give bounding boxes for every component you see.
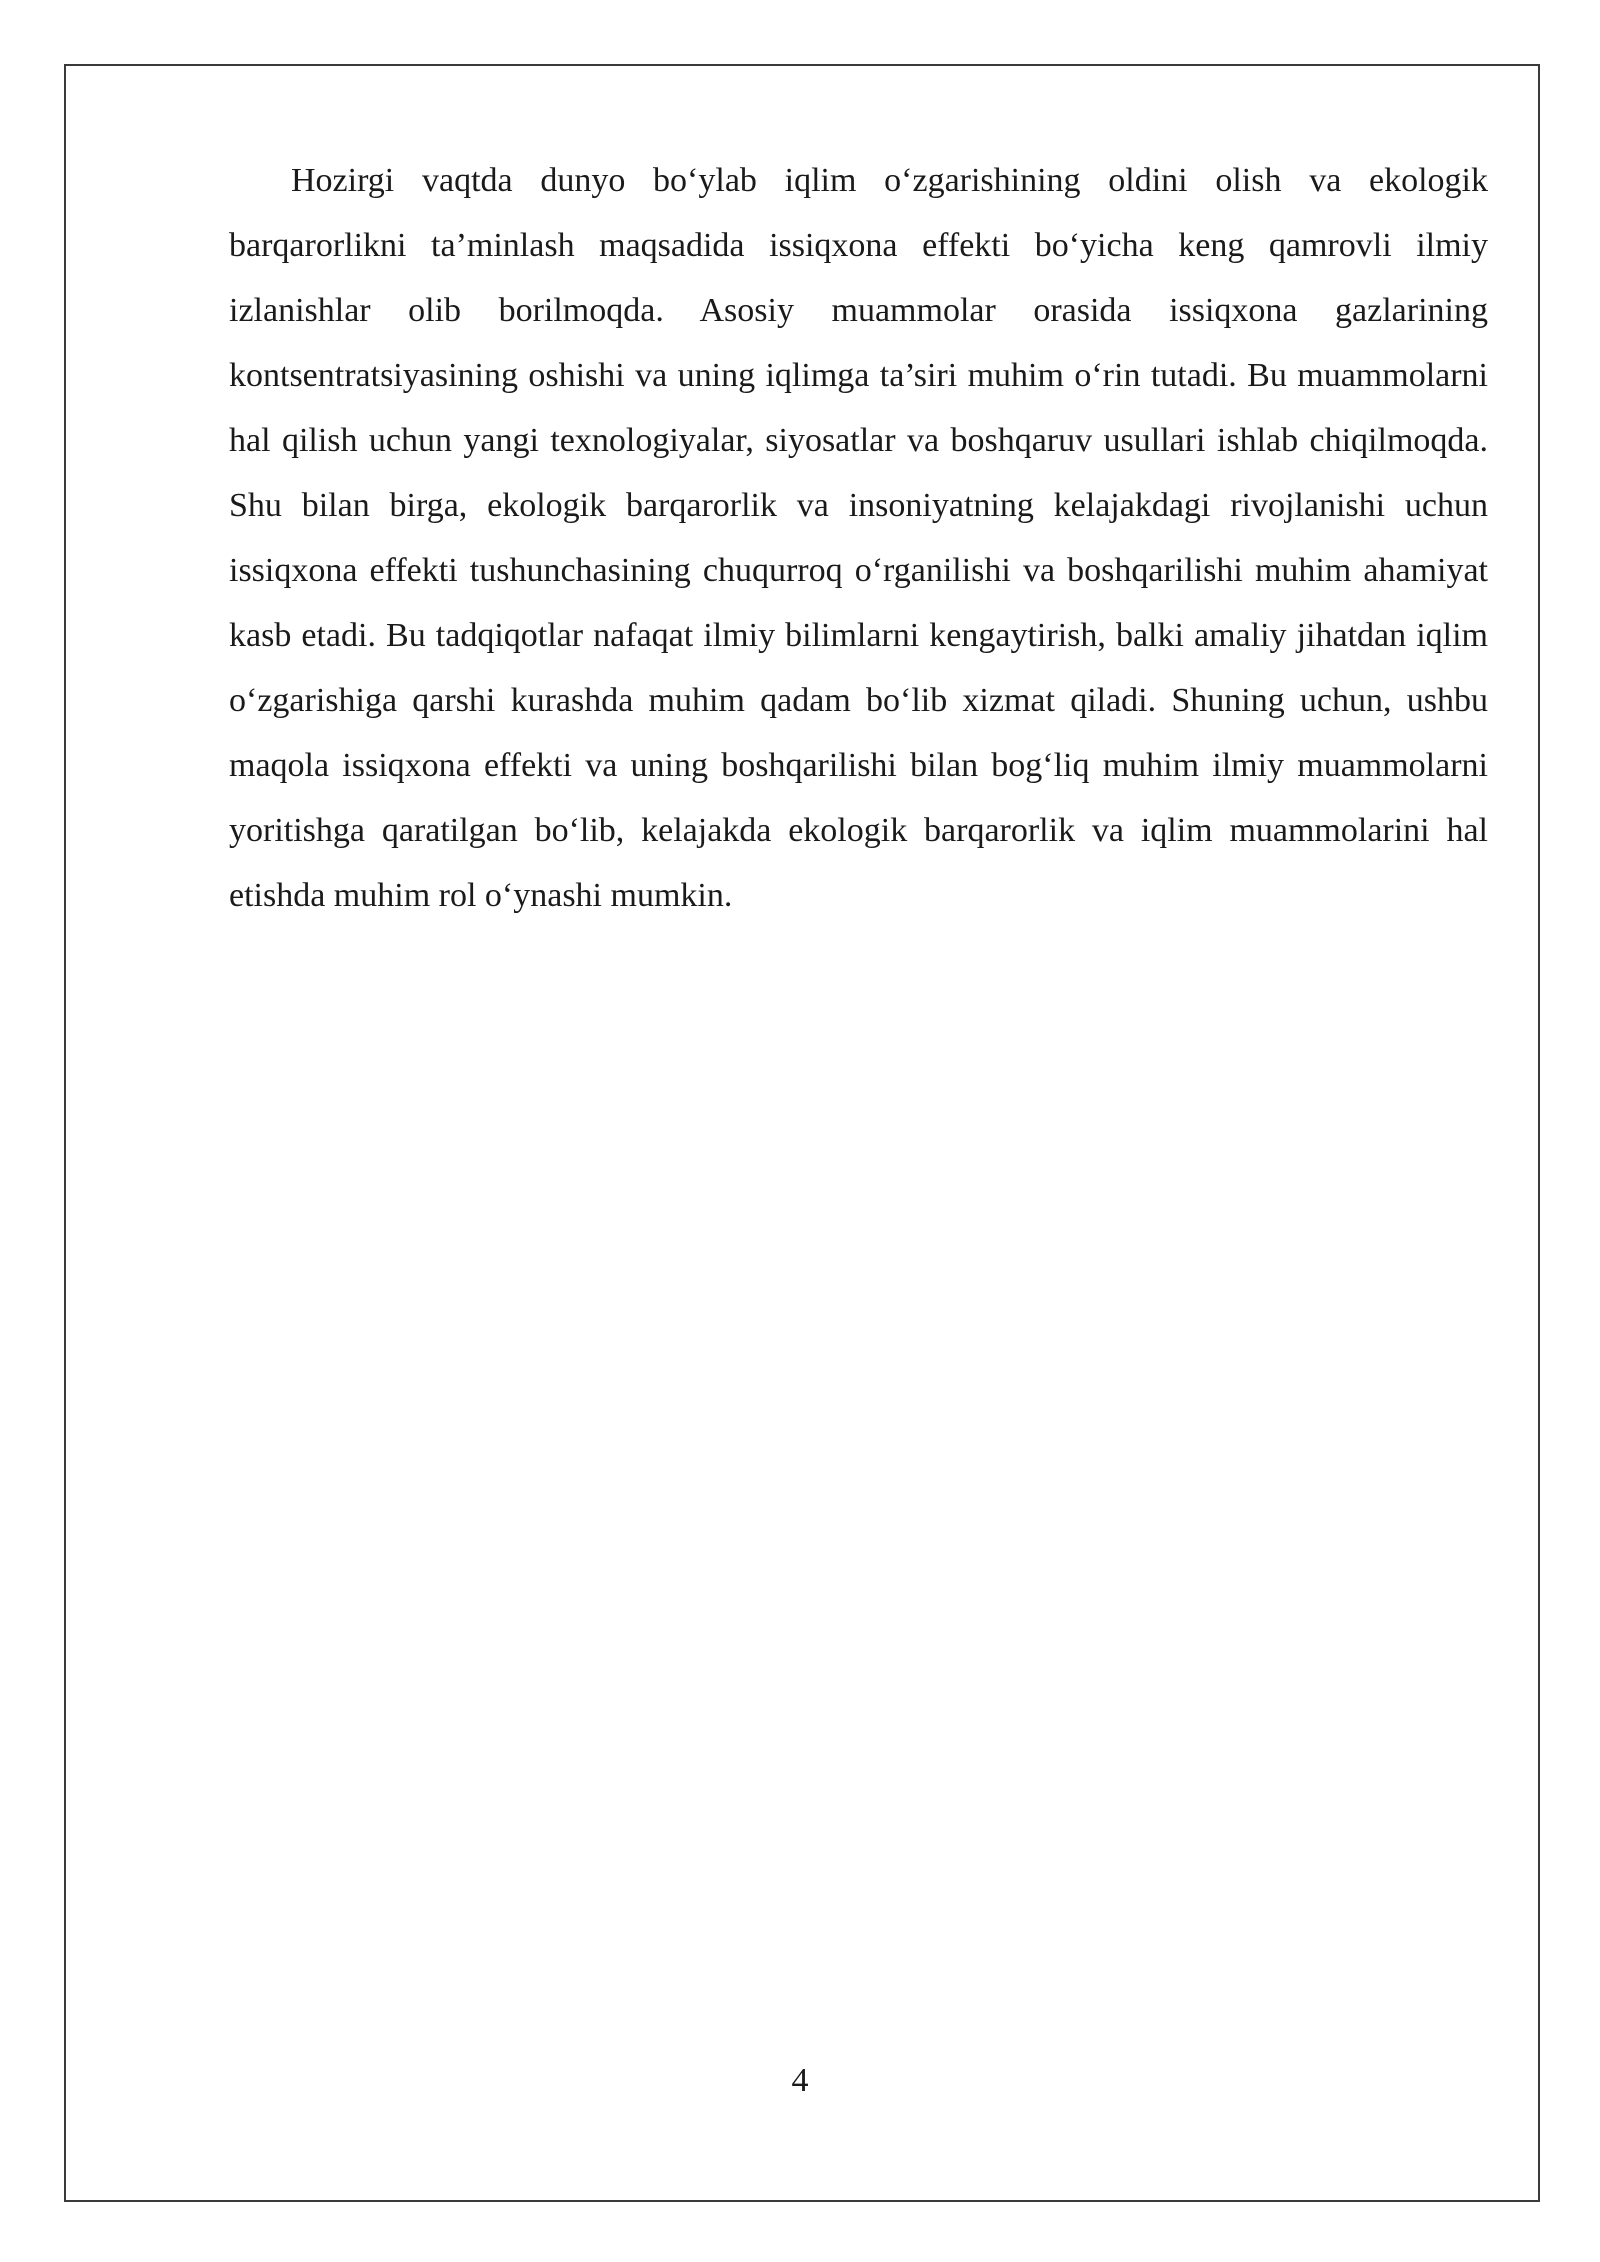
page-number: 4 — [791, 2062, 809, 2099]
body-paragraph: Hozirgi vaqtda dunyo bo‘ylab iqlim o‘zgarishining oldini olish va ekologik barqarorlikni ta’minlash maqsadida issiqxona effekti bo‘yicha keng qamrovli ilmiy izlanishlar olib borilmoqda. Asosiy muammolar orasida issiqxona gazlarining kontsentratsiyasining oshishi va uning iqlimga ta’siri muhim o‘rin tutadi. Bu muammolarni hal qilish uchun yangi texnologiyalar, siyosatlar va boshqaruv usullari ishlab chiqilmoqda. Shu bilan birga, ekologik barqarorlik va insoniyatning kelajakdagi rivojlanishi uchun issiqxona effekti tushunchasining chuqurroq o‘rganilishi va boshqarilishi muhim ahamiyat kasb etadi. Bu tadqiqotlar nafaqat ilmiy bilimlarni kengaytirish, balki amaliy jihatdan iqlim o‘zgarishiga qarshi kurashda muhim qadam bo‘lib xizmat qiladi. Shuning uchun, ushbu maqola issiqxona effekti va uning boshqarilishi bilan bog‘liq muhim ilmiy muammolarni yoritishga qaratilgan bo‘lib, kelajakda ekologik barqarorlik va iqlim muammolarini hal etishda muhim rol o‘ynashi mumkin. — [229, 162, 1488, 914]
